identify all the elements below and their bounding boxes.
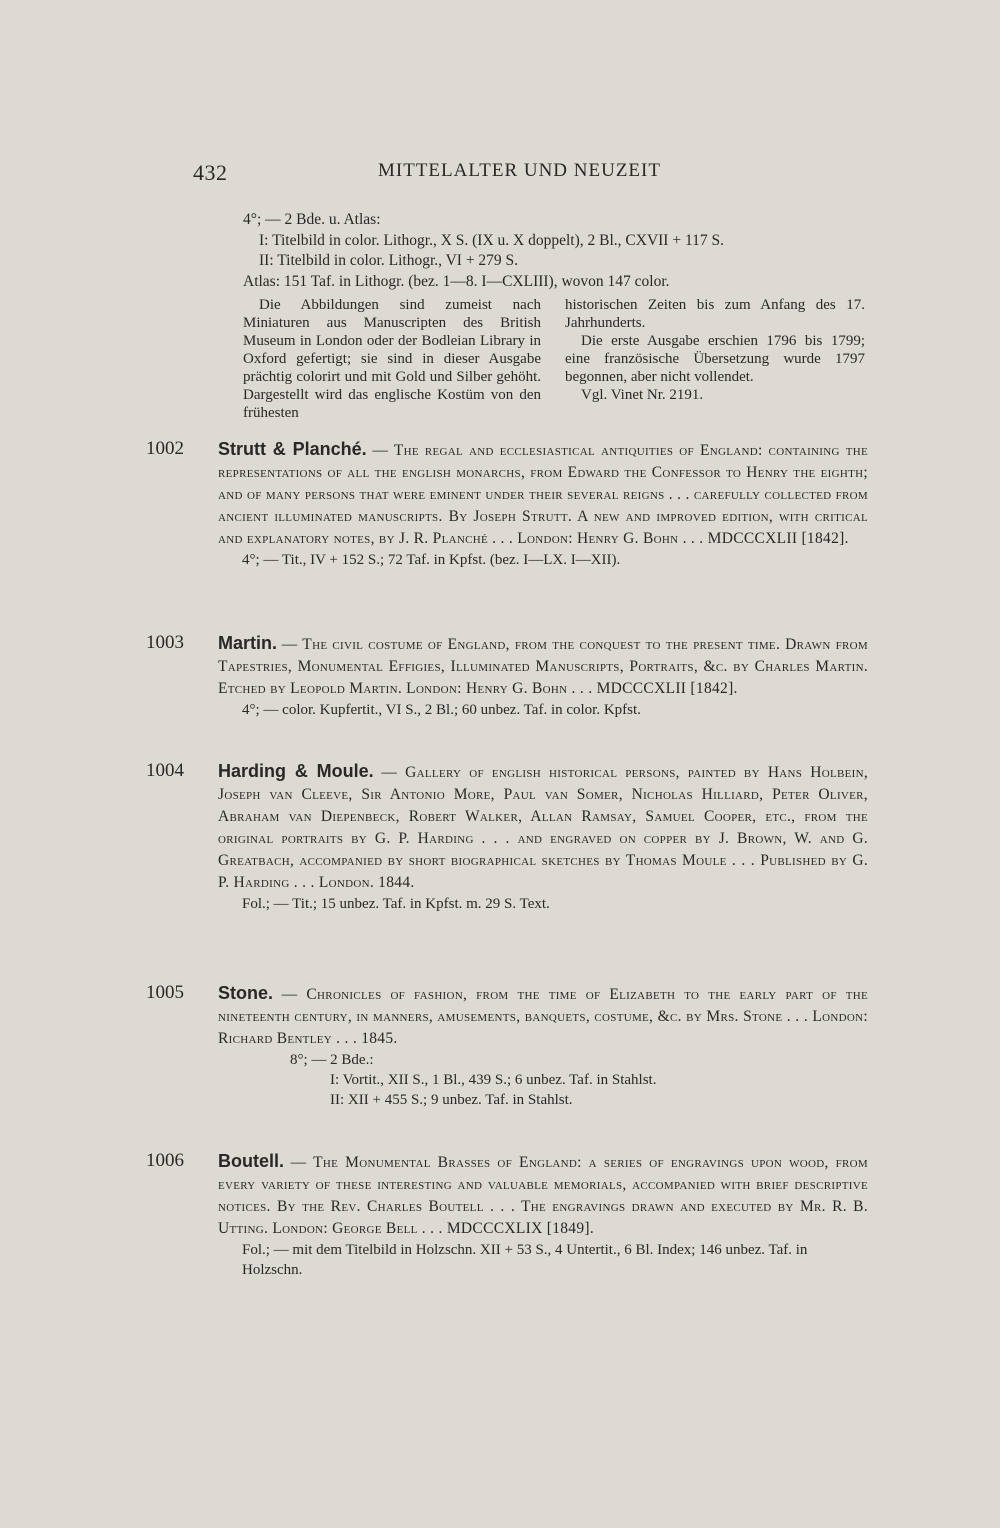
note-paragraph: Die Abbildungen sind zumeist nach Miniaturen aus Manuscripten des British Museum in London oder der Bodleian Library in Oxford gefertigt; sie sind in dieser Ausgabe prächtig colorirt und mit Gold und Silber gehöht. Dargestellt wird das englische Kostüm von den frühesten: [243, 297, 541, 421]
collation-line: I: Titelbild in color. Lithogr., X S. (IX u. X doppelt), 2 Bl., CXVII + 117 S.: [259, 231, 724, 249]
entry-number: 1004: [146, 760, 184, 781]
notes-left-column: [243, 296, 541, 422]
collation-line: 4°; — 2 Bde. u. Atlas:: [243, 211, 381, 228]
entry-title: — Chronicles of fashion, from the time of Elizabeth to the early part of the nineteenth century, in manners, amusements, banquets, costume, &c. by Mrs. Stone . . . London: Richard Bentley . . . 1845.: [218, 986, 868, 1047]
entry-title: — Gallery of english historical persons, painted by Hans Holbein, Joseph van Cleeve, Sir Antonio More, Paul van Somer, Nicholas Hilliard, Peter Oliver, Abraham van Diepenbeck, Robert Walker, Allan Ramsay, Samuel Cooper, etc., from the original portraits by G. P. Harding . . . and engraved on copper by J. Brown, W. and G. Greatbach, accompanied by short biographical sketches by Thomas Moule . . . Published by G. P. Harding . . . London. 1844.: [218, 764, 869, 891]
entry-number: 1002: [146, 438, 184, 459]
entry-title: — The civil costume of England, from the conquest to the present time. Drawn from Tapestries, Monumental Effigies, Illuminated Manuscripts, Portraits, &c. by Charles Martin. Etched by Leopold Martin. London: Henry G. Bohn . . . MDCCCXLII [1842].: [218, 636, 868, 697]
note-paragraph: Die erste Ausgabe erschien 1796 bis 1799; eine französische Übersetzung wurde 1797 begonnen, aber nicht vollendet.: [565, 333, 865, 385]
notes-right-column: [565, 296, 865, 404]
running-title: MITTELALTER UND NEUZEIT: [378, 160, 661, 181]
entry-collation: Fol.; — mit dem Titelbild in Holzschn. XII + 53 S., 4 Untertit., 6 Bl. Index; 146 unbez. Taf. in Holzschn.: [242, 1242, 808, 1278]
note-reference: Vgl. Vinet Nr. 2191.: [581, 387, 704, 403]
previous-entry-collation: [243, 210, 868, 292]
entry-title: — The Monumental Brasses of England: a series of engravings upon wood, from every variety of these interesting and valuable memorials, accompanied with brief descriptive notices. By the Rev. Charles Boutell . . . The engravings drawn and executed by Mr. R. B. Utting. London: George Bell . . . MDCCCXLIX [1849].: [218, 1154, 869, 1237]
entry-body: [218, 438, 868, 570]
entry-body: [218, 632, 868, 720]
entry-number: 1005: [146, 982, 184, 1003]
collation-volume: I: Vortit., XII S., 1 Bl., 439 S.; 6 unbez. Taf. in Stahlst.: [330, 1072, 657, 1088]
collation-line: Atlas: 151 Taf. in Lithogr. (bez. 1—8. I—CXLIII), wovon 147 color.: [243, 272, 670, 290]
entry-title: — The regal and ecclesiastical antiquities of England: containing the representations of all the english monarchs, from Edward the Confessor to Henry the eighth; and of many persons that were eminent under their several reigns . . . carefully collected from ancient illuminated manuscripts. By Joseph Strutt. A new and improved edition, with critical and explanatory notes, by J. R. Planché . . . London: Henry G. Bohn . . . MDCCCXLII [1842].: [218, 442, 868, 547]
collation-line: II: Titelbild in color. Lithogr., VI + 279 S.: [259, 252, 519, 269]
entry-body: [218, 760, 868, 914]
note-paragraph: historischen Zeiten bis zum Anfang des 17. Jahrhunderts.: [565, 297, 865, 331]
entry-collation: Fol.; — Tit.; 15 unbez. Taf. in Kpfst. m. 29 S. Text.: [242, 896, 550, 912]
entry-body: [218, 982, 868, 1110]
entry-collation: 4°; — color. Kupfertit., VI S., 2 Bl.; 60 unbez. Taf. in color. Kpfst.: [242, 702, 641, 718]
page-number: 432: [193, 160, 228, 185]
entry-number: 1006: [146, 1150, 184, 1171]
entry-collation: [218, 1050, 868, 1110]
entry-author: Strutt & Planché.: [218, 439, 367, 459]
collation-volume: II: XII + 455 S.; 9 unbez. Taf. in Stahlst.: [330, 1092, 573, 1108]
collation-format: 8°; — 2 Bde.:: [290, 1052, 374, 1068]
entry-author: Boutell.: [218, 1151, 284, 1171]
entry-number: 1003: [146, 632, 184, 653]
entry-collation: 4°; — Tit., IV + 152 S.; 72 Taf. in Kpfst. (bez. I—LX. I—XII).: [242, 552, 621, 568]
entry-body: [218, 1150, 868, 1280]
entry-author: Harding & Moule.: [218, 761, 374, 781]
entry-author: Martin.: [218, 633, 278, 653]
entry-author: Stone.: [218, 983, 274, 1003]
